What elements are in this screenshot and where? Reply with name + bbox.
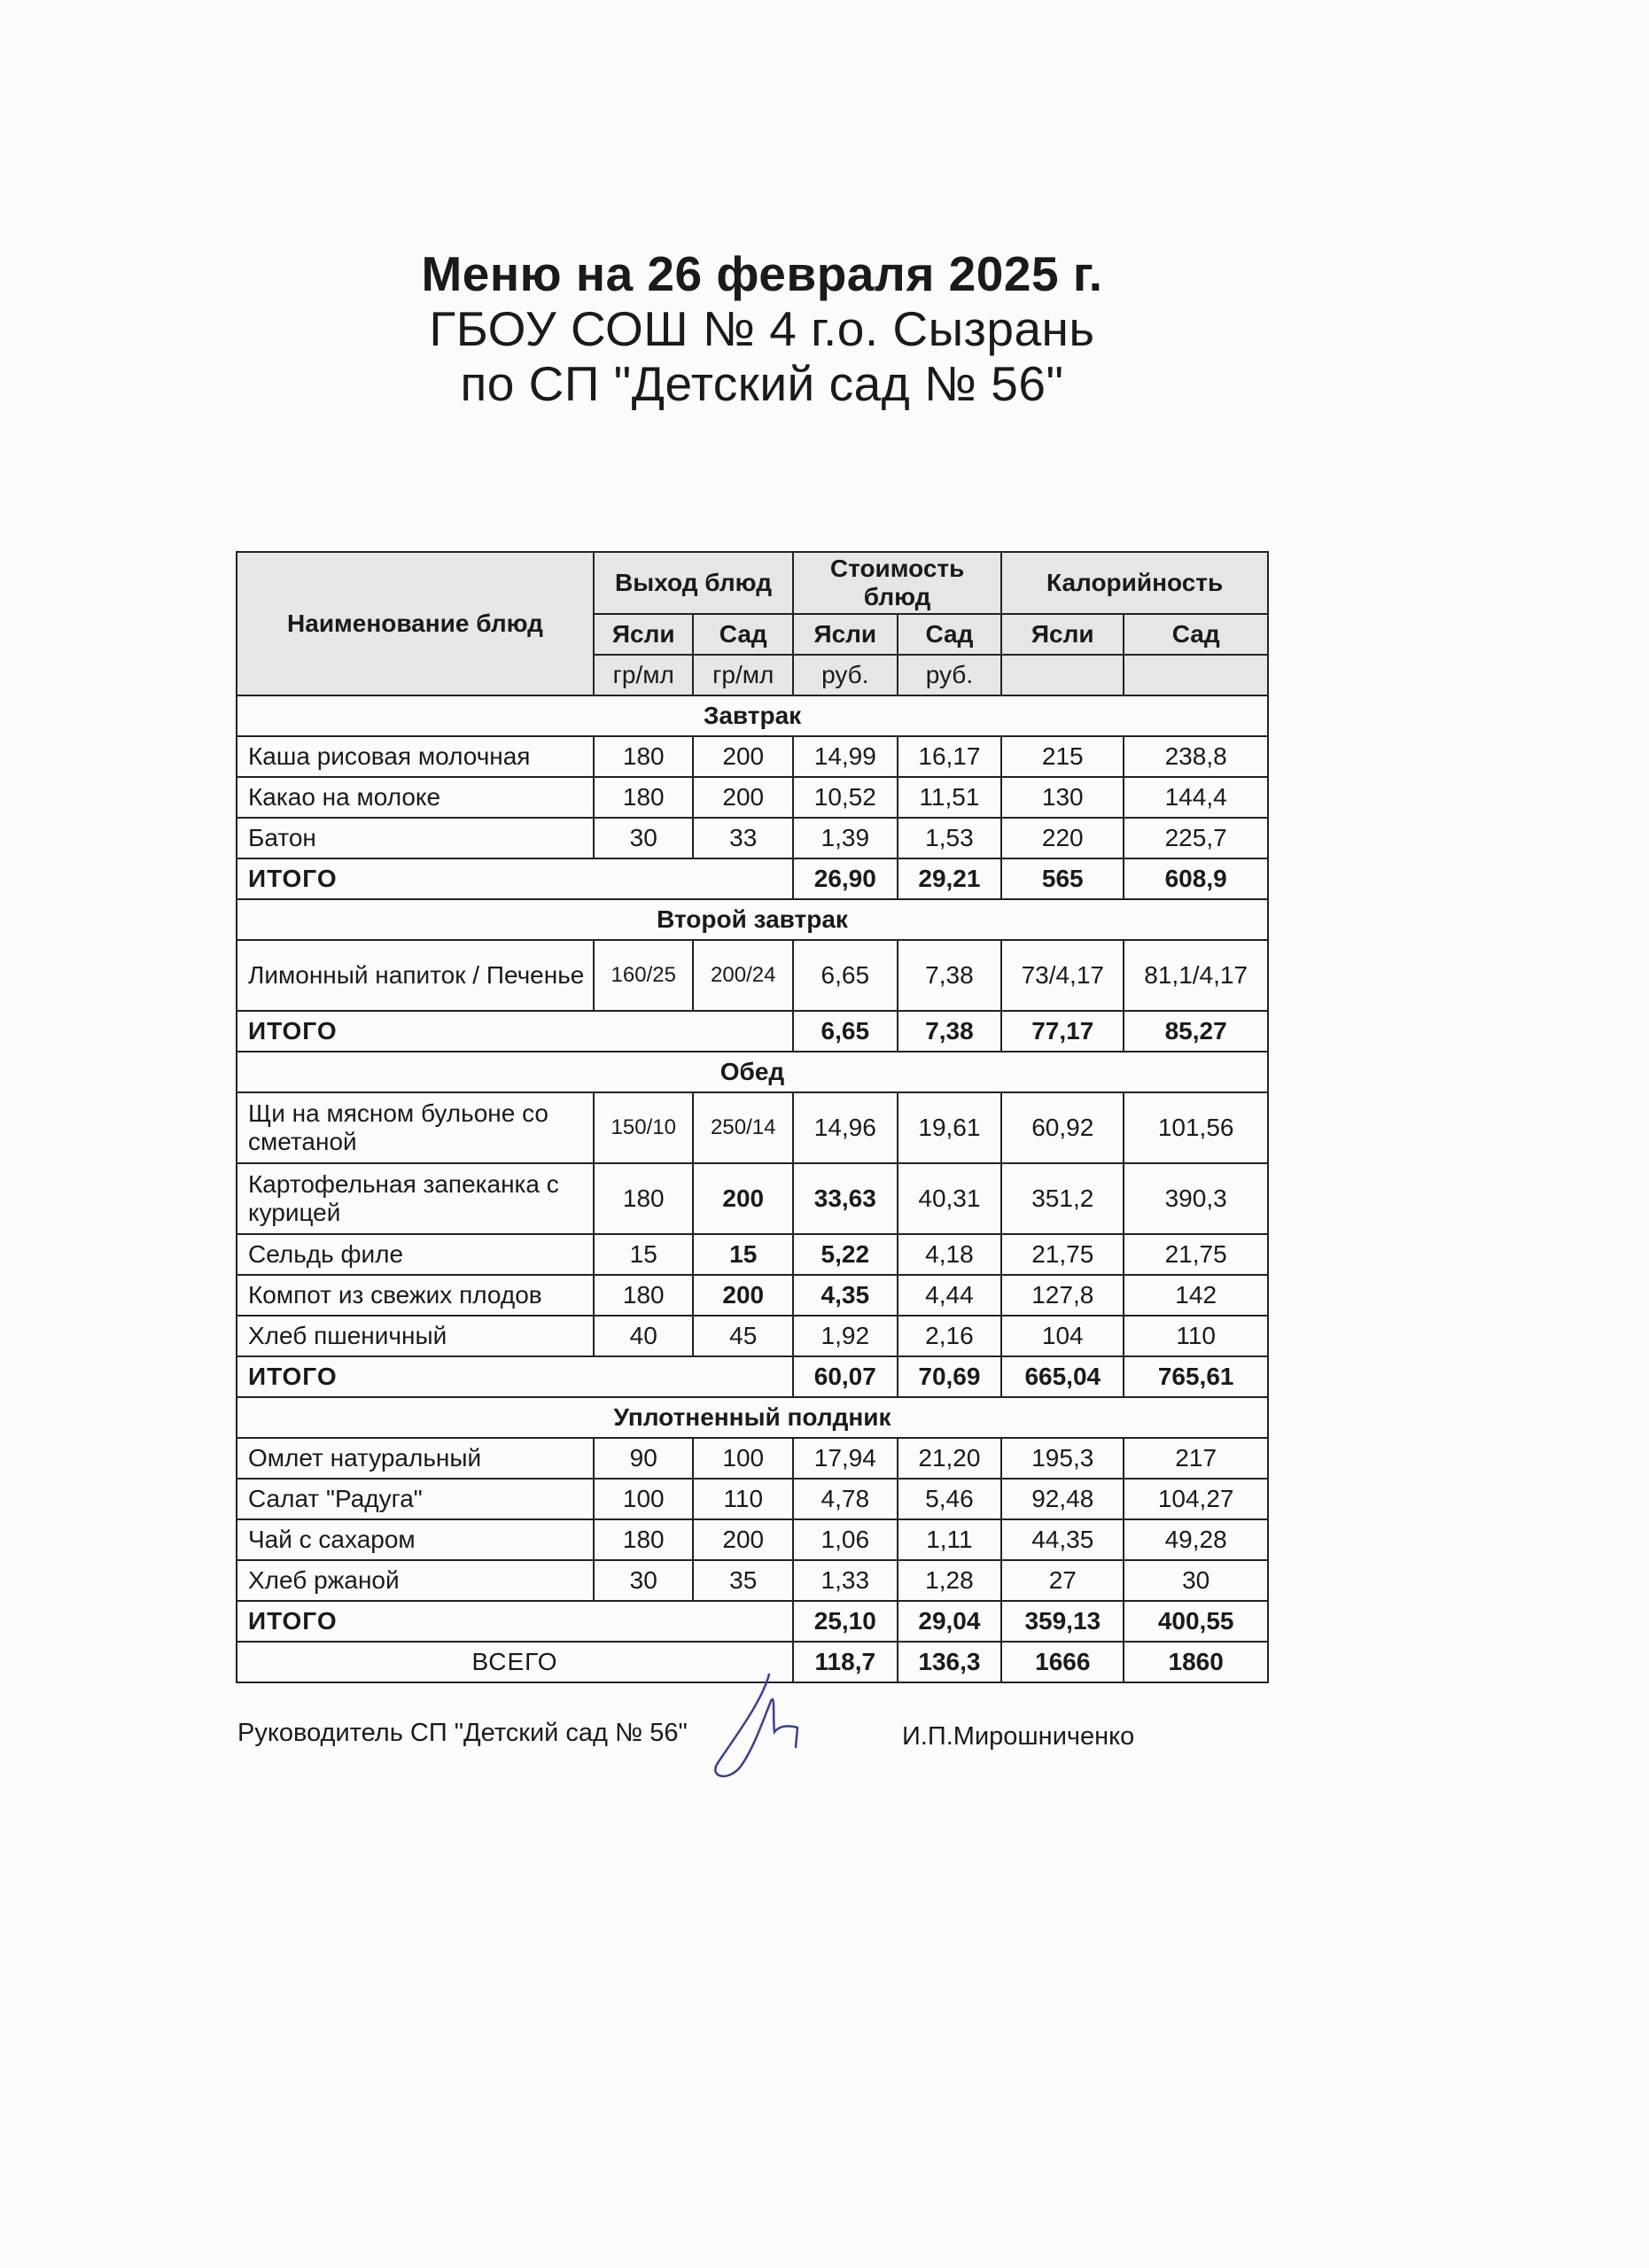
output-sad: 200 — [693, 1519, 793, 1560]
output-yasli: 180 — [594, 777, 694, 818]
header-output: Выход блюд — [594, 552, 793, 614]
cost-yasli: 1,06 — [793, 1519, 898, 1560]
calories-yasli: 220 — [1001, 818, 1124, 858]
calories-sad: 81,1/4,17 — [1124, 940, 1268, 1011]
cost-yasli: 17,94 — [793, 1438, 898, 1479]
output-yasli: 30 — [594, 818, 694, 858]
calories-yasli: 127,8 — [1001, 1275, 1124, 1316]
cost-yasli: 6,65 — [793, 940, 898, 1011]
dish-row — [237, 818, 1268, 858]
header-output-yasli: Ясли — [594, 614, 694, 655]
signatory-name: И.П.Мирошниченко — [902, 1722, 1135, 1751]
handwritten-signature — [700, 1666, 842, 1790]
total-row — [237, 1356, 1268, 1397]
section-row — [237, 695, 1268, 736]
header-cal-sad: Сад — [1124, 614, 1268, 655]
section-row — [237, 899, 1268, 940]
cost-sad: 4,44 — [898, 1275, 1002, 1316]
dish-row — [237, 1479, 1268, 1519]
dish-name: Хлеб ржаной — [237, 1560, 594, 1601]
cost-sad: 19,61 — [898, 1092, 1002, 1163]
document-title — [0, 246, 1524, 411]
dish-row — [237, 1519, 1268, 1560]
total-calories-yasli: 359,13 — [1001, 1601, 1124, 1642]
calories-yasli: 27 — [1001, 1560, 1124, 1601]
total-calories-sad: 765,61 — [1124, 1356, 1268, 1397]
cost-sad: 2,16 — [898, 1316, 1002, 1356]
cost-sad: 16,17 — [898, 736, 1002, 777]
menu-table-body — [237, 695, 1268, 1682]
title-kindergarten: по СП "Детский сад № 56" — [460, 356, 1064, 411]
output-yasli: 180 — [594, 1163, 694, 1234]
output-yasli: 160/25 — [594, 940, 694, 1011]
dish-name: Хлеб пшеничный — [237, 1316, 594, 1356]
dish-name: Компот из свежих плодов — [237, 1275, 594, 1316]
calories-yasli: 44,35 — [1001, 1519, 1124, 1560]
header-output-sad: Сад — [693, 614, 793, 655]
cost-yasli: 1,39 — [793, 818, 898, 858]
cost-yasli: 33,63 — [793, 1163, 898, 1234]
grand-calories-yasli: 1666 — [1001, 1642, 1124, 1682]
cost-yasli: 1,33 — [793, 1560, 898, 1601]
cost-yasli: 14,96 — [793, 1092, 898, 1163]
total-label: ИТОГО — [237, 858, 793, 899]
cost-yasli: 14,99 — [793, 736, 898, 777]
output-yasli: 150/10 — [594, 1092, 694, 1163]
calories-yasli: 21,75 — [1001, 1234, 1124, 1275]
cost-sad: 40,31 — [898, 1163, 1002, 1234]
calories-yasli: 351,2 — [1001, 1163, 1124, 1234]
grand-calories-sad: 1860 — [1124, 1642, 1268, 1682]
total-row — [237, 1011, 1268, 1052]
calories-yasli: 195,3 — [1001, 1438, 1124, 1479]
dish-row — [237, 1163, 1268, 1234]
dish-name: Какао на молоке — [237, 777, 594, 818]
output-yasli: 180 — [594, 1519, 694, 1560]
dish-row — [237, 940, 1268, 1011]
output-sad: 200 — [693, 1163, 793, 1234]
total-label: ИТОГО — [237, 1011, 793, 1052]
output-sad: 200 — [693, 736, 793, 777]
calories-sad: 238,8 — [1124, 736, 1268, 777]
section-title: Второй завтрак — [237, 899, 1268, 940]
output-sad: 200/24 — [693, 940, 793, 1011]
calories-yasli: 104 — [1001, 1316, 1124, 1356]
cost-sad: 21,20 — [898, 1438, 1002, 1479]
title-date: Меню на 26 февраля 2025 г. — [421, 246, 1103, 301]
total-row — [237, 858, 1268, 899]
total-calories-yasli: 665,04 — [1001, 1356, 1124, 1397]
output-sad: 15 — [693, 1234, 793, 1275]
cost-sad: 1,53 — [898, 818, 1002, 858]
total-row — [237, 1601, 1268, 1642]
cost-sad: 1,11 — [898, 1519, 1002, 1560]
calories-sad: 30 — [1124, 1560, 1268, 1601]
cost-sad: 11,51 — [898, 777, 1002, 818]
section-title: Уплотненный полдник — [237, 1397, 1268, 1438]
output-yasli: 40 — [594, 1316, 694, 1356]
unit-output-sad: гр/мл — [693, 655, 793, 695]
menu-table — [236, 551, 1269, 1683]
grand-total-label: ВСЕГО — [237, 1642, 793, 1682]
dish-name: Лимонный напиток / Печенье — [237, 940, 594, 1011]
output-yasli: 90 — [594, 1438, 694, 1479]
cost-yasli: 5,22 — [793, 1234, 898, 1275]
output-yasli: 180 — [594, 1275, 694, 1316]
unit-cal-sad — [1124, 655, 1268, 695]
grand-cost-yasli: 118,7 — [793, 1642, 898, 1682]
total-cost-sad: 7,38 — [898, 1011, 1002, 1052]
output-yasli: 15 — [594, 1234, 694, 1275]
calories-yasli: 92,48 — [1001, 1479, 1124, 1519]
output-yasli: 30 — [594, 1560, 694, 1601]
dish-name: Омлет натуральный — [237, 1438, 594, 1479]
unit-cost-sad: руб. — [898, 655, 1002, 695]
calories-sad: 390,3 — [1124, 1163, 1268, 1234]
output-sad: 35 — [693, 1560, 793, 1601]
dish-name: Батон — [237, 818, 594, 858]
signatory-role: Руководитель СП "Детский сад № 56" — [237, 1719, 688, 1747]
dish-name: Картофельная запеканка с курицей — [237, 1163, 594, 1234]
total-cost-sad: 29,21 — [898, 858, 1002, 899]
cost-sad: 4,18 — [898, 1234, 1002, 1275]
dish-row — [237, 1275, 1268, 1316]
total-calories-yasli: 77,17 — [1001, 1011, 1124, 1052]
calories-sad: 217 — [1124, 1438, 1268, 1479]
output-sad: 110 — [693, 1479, 793, 1519]
calories-sad: 101,56 — [1124, 1092, 1268, 1163]
header-dish-name: Наименование блюд — [237, 552, 594, 695]
total-calories-sad: 400,55 — [1124, 1601, 1268, 1642]
section-row — [237, 1052, 1268, 1092]
calories-yasli: 215 — [1001, 736, 1124, 777]
grand-cost-sad: 136,3 — [898, 1642, 1002, 1682]
cost-yasli: 1,92 — [793, 1316, 898, 1356]
cost-sad: 5,46 — [898, 1479, 1002, 1519]
calories-sad: 225,7 — [1124, 818, 1268, 858]
calories-sad: 104,27 — [1124, 1479, 1268, 1519]
total-cost-yasli: 60,07 — [793, 1356, 898, 1397]
unit-cal-yasli — [1001, 655, 1124, 695]
calories-sad: 49,28 — [1124, 1519, 1268, 1560]
menu-table-header — [237, 552, 1268, 695]
total-cost-yasli: 25,10 — [793, 1601, 898, 1642]
unit-output-yasli: гр/мл — [594, 655, 694, 695]
section-title: Завтрак — [237, 695, 1268, 736]
output-sad: 250/14 — [693, 1092, 793, 1163]
output-sad: 33 — [693, 818, 793, 858]
calories-sad: 144,4 — [1124, 777, 1268, 818]
dish-row — [237, 1234, 1268, 1275]
section-row — [237, 1397, 1268, 1438]
dish-name: Салат "Радуга" — [237, 1479, 594, 1519]
total-cost-yasli: 6,65 — [793, 1011, 898, 1052]
output-sad: 100 — [693, 1438, 793, 1479]
header-calories: Калорийность — [1001, 552, 1268, 614]
dish-name: Каша рисовая молочная — [237, 736, 594, 777]
calories-sad: 21,75 — [1124, 1234, 1268, 1275]
total-cost-yasli: 26,90 — [793, 858, 898, 899]
calories-sad: 142 — [1124, 1275, 1268, 1316]
dish-row — [237, 1438, 1268, 1479]
header-cost-yasli: Ясли — [793, 614, 898, 655]
output-yasli: 100 — [594, 1479, 694, 1519]
cost-sad: 7,38 — [898, 940, 1002, 1011]
unit-cost-yasli: руб. — [793, 655, 898, 695]
dish-name: Щи на мясном бульоне со сметаной — [237, 1092, 594, 1163]
total-cost-sad: 29,04 — [898, 1601, 1002, 1642]
calories-yasli: 60,92 — [1001, 1092, 1124, 1163]
calories-yasli: 130 — [1001, 777, 1124, 818]
cost-yasli: 4,78 — [793, 1479, 898, 1519]
total-calories-sad: 85,27 — [1124, 1011, 1268, 1052]
header-cal-yasli: Ясли — [1001, 614, 1124, 655]
dish-row — [237, 1560, 1268, 1601]
header-cost-sad: Сад — [898, 614, 1002, 655]
output-sad: 200 — [693, 1275, 793, 1316]
dish-row — [237, 1316, 1268, 1356]
total-calories-yasli: 565 — [1001, 858, 1124, 899]
dish-row — [237, 777, 1268, 818]
output-sad: 200 — [693, 777, 793, 818]
output-sad: 45 — [693, 1316, 793, 1356]
section-title: Обед — [237, 1052, 1268, 1092]
cost-yasli: 10,52 — [793, 777, 898, 818]
dish-row — [237, 736, 1268, 777]
cost-sad: 1,28 — [898, 1560, 1002, 1601]
total-cost-sad: 70,69 — [898, 1356, 1002, 1397]
cost-yasli: 4,35 — [793, 1275, 898, 1316]
header-cost: Стоимость блюд — [793, 552, 1001, 614]
total-label: ИТОГО — [237, 1356, 793, 1397]
dish-row — [237, 1092, 1268, 1163]
calories-yasli: 73/4,17 — [1001, 940, 1124, 1011]
dish-name: Сельдь филе — [237, 1234, 594, 1275]
total-calories-sad: 608,9 — [1124, 858, 1268, 899]
calories-sad: 110 — [1124, 1316, 1268, 1356]
total-label: ИТОГО — [237, 1601, 793, 1642]
dish-name: Чай с сахаром — [237, 1519, 594, 1560]
output-yasli: 180 — [594, 736, 694, 777]
title-school: ГБОУ СОШ № 4 г.о. Сызрань — [429, 301, 1095, 356]
